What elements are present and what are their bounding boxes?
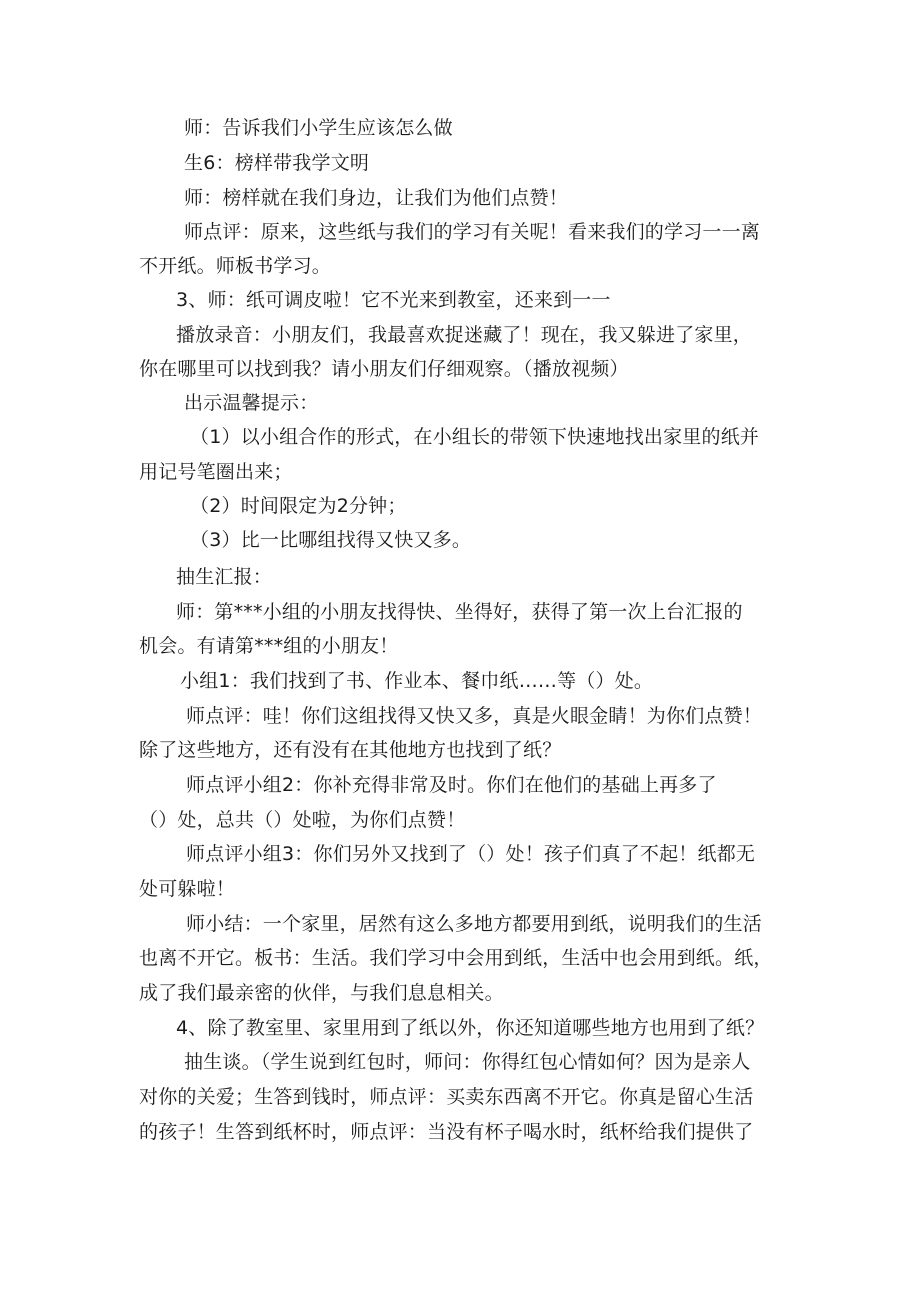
text-line-26: 成了我们最亲密的伙伴，与我们息息相关。 (139, 982, 504, 1004)
text-line-22: 师点评小组3：你们另外又找到了（）处！孩子们真了不起！纸都无 (186, 843, 756, 865)
text-line-7: 播放录音：小朋友们，我最喜欢捉迷藏了！现在，我又躲进了家里， (176, 324, 753, 346)
text-line-23: 处可躲啦！ (139, 878, 236, 900)
text-line-17: 小组1：我们找到了书、作业本、餐巾纸……等（）处。 (180, 670, 654, 692)
text-line-1: 师：告诉我们小学生应该怎么做 (184, 117, 453, 139)
text-line-14: 抽生汇报： (176, 566, 273, 588)
text-line-30: 的孩子！生答到纸杯时，师点评：当没有杯子喝水时，纸杯给我们提供了 (139, 1121, 754, 1143)
text-line-24: 师小结：一个家里，居然有这么多地方都要用到纸，说明我们的生活 (186, 913, 763, 935)
text-line-2: 生6：榜样带我学文明 (184, 152, 370, 174)
text-line-3: 师：榜样就在我们身边，让我们为他们点赞！ (184, 187, 569, 209)
text-line-29: 对你的关爱；生答到钱时，师点评：买卖东西离不开它。你真是留心生活 (139, 1086, 754, 1108)
text-line-4: 师点评：原来，这些纸与我们的学习有关呢！看来我们的学习一一离 (184, 221, 761, 243)
text-line-11: 用记号笔圈出来； (139, 461, 293, 483)
text-line-20: 师点评小组2：你补充得非常及时。你们在他们的基础上再多了 (186, 774, 717, 796)
text-line-28: 抽生谈。（学生说到红包时，师问：你得红包心情如何？因为是亲人 (184, 1051, 751, 1073)
text-line-21: （）处，总共（）处啦，为你们点赞！ (139, 809, 466, 831)
text-line-6: 3、师：纸可调皮啦！它不光来到教室，还来到一一 (176, 289, 611, 311)
text-line-5: 不开纸。师板书学习。 (139, 255, 332, 277)
text-line-18: 师点评：哇！你们这组找得又快又多，真是火眼金睛！为你们点赞！ (186, 705, 763, 727)
text-line-10: （1）以小组合作的形式，在小组长的带领下快速地找出家里的纸并 (190, 426, 760, 448)
text-line-15: 师：第***小组的小朋友找得快、坐得好，获得了第一次上台汇报的 (176, 601, 743, 623)
text-line-9: 出示温馨提示： (184, 392, 319, 414)
text-line-27: 4、除了教室里、家里用到了纸以外，你还知道哪些地方也用到了纸？ (176, 1017, 765, 1039)
text-line-16: 机会。有请第***组的小朋友！ (139, 635, 399, 657)
text-line-13: （3）比一比哪组找得又快又多。 (190, 529, 472, 551)
text-line-25: 也离不开它。板书：生活。我们学习中会用到纸，生活中也会用到纸。纸， (139, 947, 773, 969)
text-line-12: （2）时间限定为2分钟； (190, 495, 407, 517)
text-line-19: 除了这些地方，还有没有在其他地方也找到了纸？ (139, 739, 562, 761)
text-line-8: 你在哪里可以找到我？请小朋友们仔细观察。（播放视频） (139, 358, 629, 380)
